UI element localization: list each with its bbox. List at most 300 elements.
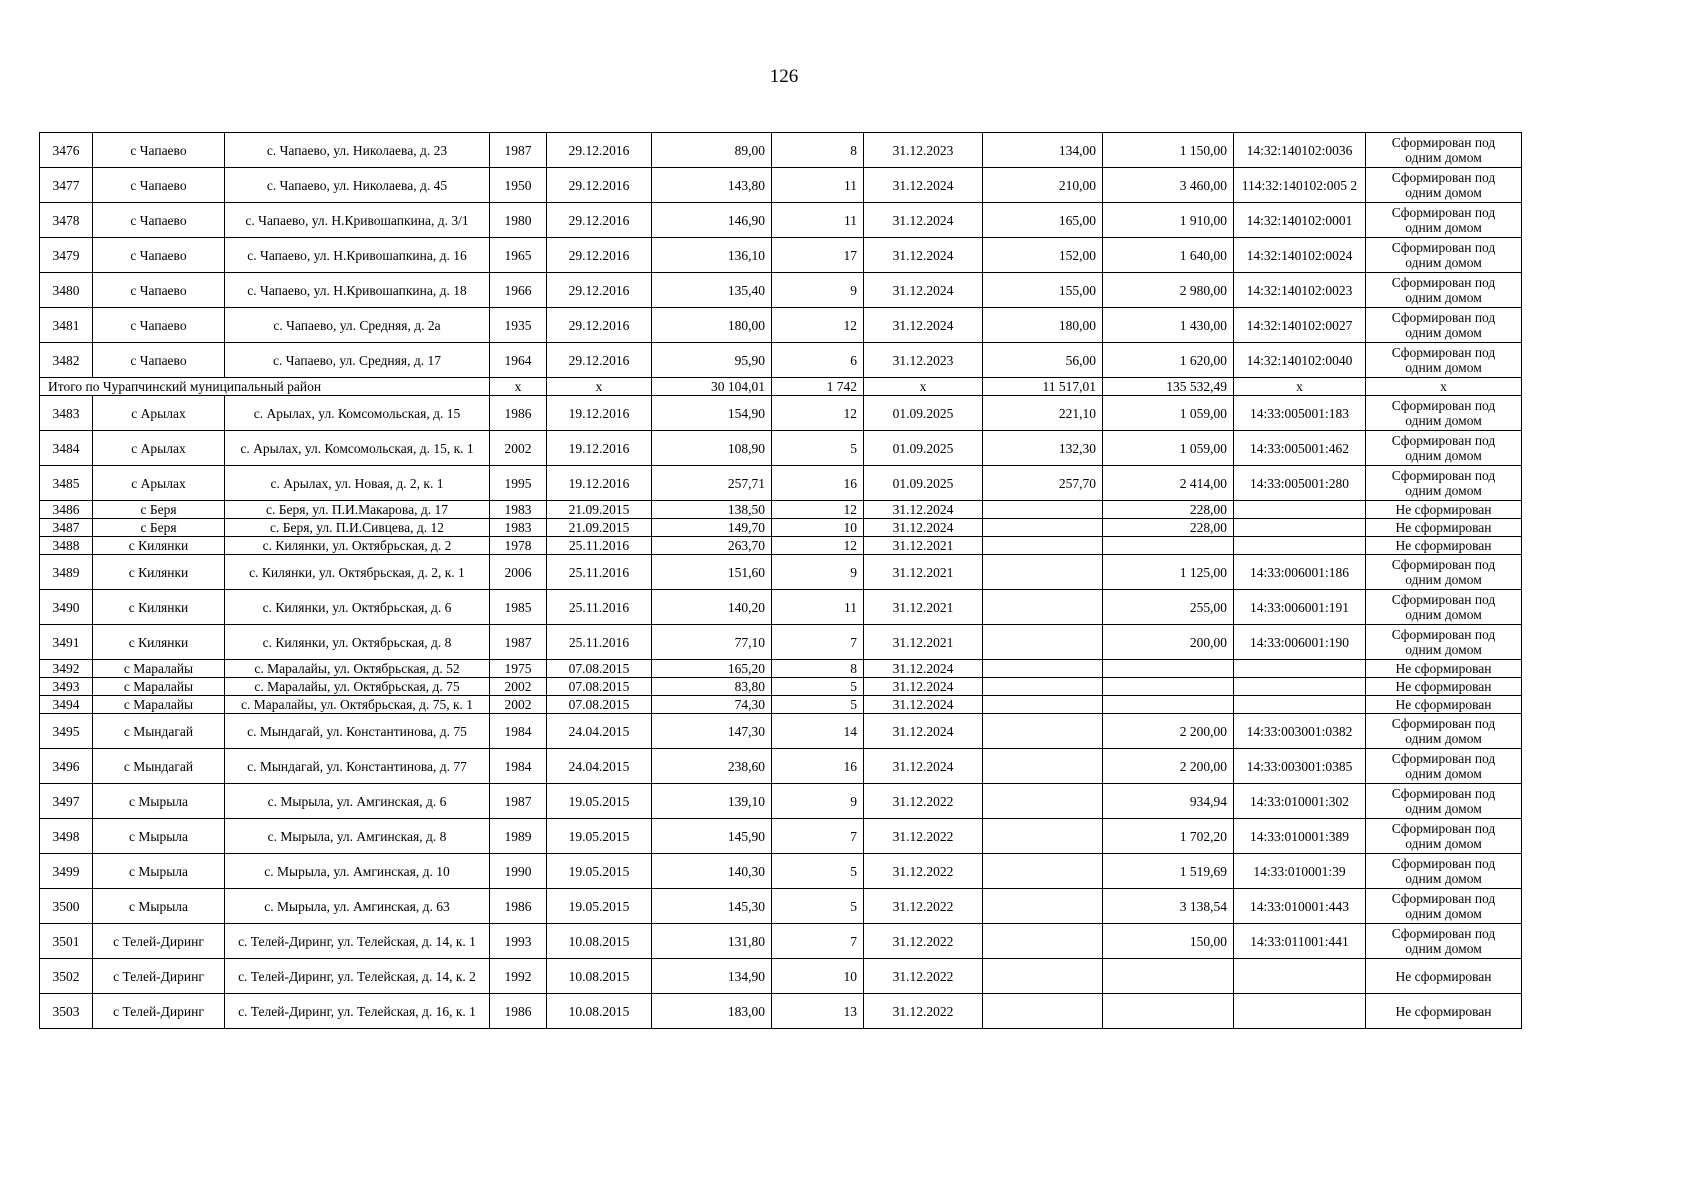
status: Сформирован под одним домом	[1366, 273, 1522, 308]
total-label: Итого по Чурапчинский муниципальный район	[40, 378, 490, 396]
table-row	[40, 431, 1522, 466]
recognition-date: 19.12.2016	[547, 466, 652, 501]
land-area	[983, 696, 1103, 714]
deadline: 31.12.2024	[864, 678, 983, 696]
address: с. Мырыла, ул. Амгинская, д. 8	[225, 819, 490, 854]
build-year: 2002	[490, 431, 547, 466]
address: с. Арылах, ул. Новая, д. 2, к. 1	[225, 466, 490, 501]
table-row	[40, 959, 1522, 994]
land-plot-area	[1103, 994, 1234, 1029]
recognition-date: 07.08.2015	[547, 696, 652, 714]
row-number: 3493	[40, 678, 93, 696]
land-plot-area: 1 059,00	[1103, 396, 1234, 431]
deadline: 31.12.2024	[864, 714, 983, 749]
recognition-date: 29.12.2016	[547, 273, 652, 308]
locality: с Чапаево	[93, 203, 225, 238]
status: Сформирован под одним домом	[1366, 819, 1522, 854]
row-number: 3486	[40, 501, 93, 519]
deadline: 31.12.2024	[864, 519, 983, 537]
build-year: 1965	[490, 238, 547, 273]
cadastral-number	[1234, 660, 1366, 678]
cadastral-number: 14:33:003001:0385	[1234, 749, 1366, 784]
land-plot-area: 255,00	[1103, 590, 1234, 625]
area: 135,40	[652, 273, 772, 308]
land-plot-area: 2 200,00	[1103, 749, 1234, 784]
locality: с Телей-Диринг	[93, 959, 225, 994]
table-row	[40, 396, 1522, 431]
land-area	[983, 854, 1103, 889]
row-number: 3502	[40, 959, 93, 994]
land-plot-area: 934,94	[1103, 784, 1234, 819]
locality: с Мырыла	[93, 889, 225, 924]
deadline: 31.12.2024	[864, 696, 983, 714]
deadline: 31.12.2024	[864, 273, 983, 308]
land-plot-area: 1 430,00	[1103, 308, 1234, 343]
table-row	[40, 343, 1522, 378]
locality: с Килянки	[93, 625, 225, 660]
cadastral-number	[1234, 537, 1366, 555]
status: Сформирован под одним домом	[1366, 396, 1522, 431]
area: 147,30	[652, 714, 772, 749]
status: Сформирован под одним домом	[1366, 889, 1522, 924]
land-area: 132,30	[983, 431, 1103, 466]
locality: с Килянки	[93, 590, 225, 625]
locality: с Килянки	[93, 537, 225, 555]
total-cadastral: x	[1234, 378, 1366, 396]
build-year: 2002	[490, 696, 547, 714]
status: Сформирован под одним домом	[1366, 133, 1522, 168]
table-row	[40, 273, 1522, 308]
status: Сформирован под одним домом	[1366, 749, 1522, 784]
locality: с Мырыла	[93, 819, 225, 854]
land-plot-area	[1103, 678, 1234, 696]
area: 151,60	[652, 555, 772, 590]
address: с. Чапаево, ул. Н.Кривошапкина, д. 3/1	[225, 203, 490, 238]
address: с. Телей-Диринг, ул. Телейская, д. 16, к. 1	[225, 994, 490, 1029]
address: с. Телей-Диринг, ул. Телейская, д. 14, к. 1	[225, 924, 490, 959]
deadline: 31.12.2022	[864, 854, 983, 889]
land-plot-area: 1 519,69	[1103, 854, 1234, 889]
locality: с Чапаево	[93, 133, 225, 168]
residents: 8	[772, 133, 864, 168]
residents: 5	[772, 678, 864, 696]
land-plot-area: 2 980,00	[1103, 273, 1234, 308]
land-area	[983, 537, 1103, 555]
total-f1: 11 517,01	[983, 378, 1103, 396]
table-row	[40, 519, 1522, 537]
recognition-date: 19.05.2015	[547, 784, 652, 819]
land-area	[983, 889, 1103, 924]
land-plot-area: 228,00	[1103, 519, 1234, 537]
land-area	[983, 714, 1103, 749]
address: с. Маралайы, ул. Октябрьская, д. 75	[225, 678, 490, 696]
status: Не сформирован	[1366, 501, 1522, 519]
address: с. Арылах, ул. Комсомольская, д. 15, к. 1	[225, 431, 490, 466]
address: с. Килянки, ул. Октябрьская, д. 2	[225, 537, 490, 555]
land-plot-area: 200,00	[1103, 625, 1234, 660]
address: с. Килянки, ул. Октябрьская, д. 8	[225, 625, 490, 660]
status: Сформирован под одним домом	[1366, 238, 1522, 273]
locality: с Беря	[93, 501, 225, 519]
deadline: 31.12.2024	[864, 203, 983, 238]
land-area	[983, 625, 1103, 660]
land-area	[983, 519, 1103, 537]
status: Не сформирован	[1366, 660, 1522, 678]
table-row	[40, 555, 1522, 590]
status: Сформирован под одним домом	[1366, 625, 1522, 660]
land-area: 180,00	[983, 308, 1103, 343]
land-area	[983, 749, 1103, 784]
residents: 12	[772, 537, 864, 555]
table-row	[40, 819, 1522, 854]
status: Сформирован под одним домом	[1366, 466, 1522, 501]
status: Не сформирован	[1366, 519, 1522, 537]
locality: с Чапаево	[93, 343, 225, 378]
table-row	[40, 678, 1522, 696]
deadline: 31.12.2022	[864, 924, 983, 959]
table-row	[40, 714, 1522, 749]
table-row	[40, 784, 1522, 819]
deadline: 31.12.2022	[864, 959, 983, 994]
build-year: 1987	[490, 784, 547, 819]
page-number: 126	[769, 66, 799, 87]
land-plot-area	[1103, 696, 1234, 714]
build-year: 1993	[490, 924, 547, 959]
build-year: 1983	[490, 519, 547, 537]
land-area: 152,00	[983, 238, 1103, 273]
table-row	[40, 203, 1522, 238]
cadastral-number	[1234, 678, 1366, 696]
residents: 16	[772, 749, 864, 784]
build-year: 1995	[490, 466, 547, 501]
land-area: 257,70	[983, 466, 1103, 501]
row-number: 3490	[40, 590, 93, 625]
area: 89,00	[652, 133, 772, 168]
deadline: 31.12.2021	[864, 625, 983, 660]
deadline: 31.12.2024	[864, 749, 983, 784]
total-deadline: x	[864, 378, 983, 396]
table-body	[40, 133, 1522, 1029]
row-number: 3489	[40, 555, 93, 590]
area: 154,90	[652, 396, 772, 431]
land-plot-area: 1 910,00	[1103, 203, 1234, 238]
address: с. Чапаево, ул. Средняя, д. 2а	[225, 308, 490, 343]
area: 145,30	[652, 889, 772, 924]
land-area: 165,00	[983, 203, 1103, 238]
recognition-date: 29.12.2016	[547, 203, 652, 238]
cadastral-number: 14:33:010001:389	[1234, 819, 1366, 854]
row-number: 3496	[40, 749, 93, 784]
row-number: 3494	[40, 696, 93, 714]
recognition-date: 21.09.2015	[547, 501, 652, 519]
land-area	[983, 959, 1103, 994]
table-row	[40, 625, 1522, 660]
residents: 8	[772, 660, 864, 678]
status: Сформирован под одним домом	[1366, 924, 1522, 959]
row-number: 3476	[40, 133, 93, 168]
cadastral-number: 14:33:005001:183	[1234, 396, 1366, 431]
land-area: 134,00	[983, 133, 1103, 168]
residents: 7	[772, 625, 864, 660]
table-row	[40, 924, 1522, 959]
row-number: 3487	[40, 519, 93, 537]
area: 140,20	[652, 590, 772, 625]
address: с. Беря, ул. П.И.Макарова, д. 17	[225, 501, 490, 519]
row-number: 3498	[40, 819, 93, 854]
residents: 12	[772, 501, 864, 519]
residents: 10	[772, 519, 864, 537]
address: с. Маралайы, ул. Октябрьская, д. 52	[225, 660, 490, 678]
land-plot-area: 2 200,00	[1103, 714, 1234, 749]
build-year: 1950	[490, 168, 547, 203]
residents: 5	[772, 696, 864, 714]
deadline: 31.12.2024	[864, 168, 983, 203]
locality: с Арылах	[93, 431, 225, 466]
locality: с Арылах	[93, 396, 225, 431]
cadastral-number: 14:33:006001:186	[1234, 555, 1366, 590]
cadastral-number: 14:32:140102:0027	[1234, 308, 1366, 343]
residents: 17	[772, 238, 864, 273]
recognition-date: 19.05.2015	[547, 854, 652, 889]
cadastral-number: 114:32:140102:005 2	[1234, 168, 1366, 203]
area: 131,80	[652, 924, 772, 959]
build-year: 2006	[490, 555, 547, 590]
land-area: 155,00	[983, 273, 1103, 308]
address: с. Килянки, ул. Октябрьская, д. 6	[225, 590, 490, 625]
address: с. Маралайы, ул. Октябрьская, д. 75, к. 1	[225, 696, 490, 714]
area: 136,10	[652, 238, 772, 273]
address: с. Чапаево, ул. Н.Кривошапкина, д. 16	[225, 238, 490, 273]
recognition-date: 25.11.2016	[547, 537, 652, 555]
recognition-date: 25.11.2016	[547, 625, 652, 660]
address: с. Мырыла, ул. Амгинская, д. 6	[225, 784, 490, 819]
cadastral-number: 14:32:140102:0036	[1234, 133, 1366, 168]
row-number: 3491	[40, 625, 93, 660]
build-year: 1975	[490, 660, 547, 678]
row-number: 3483	[40, 396, 93, 431]
row-number: 3497	[40, 784, 93, 819]
status: Сформирован под одним домом	[1366, 431, 1522, 466]
land-area	[983, 819, 1103, 854]
status: Сформирован под одним домом	[1366, 854, 1522, 889]
build-year: 1964	[490, 343, 547, 378]
address: с. Арылах, ул. Комсомольская, д. 15	[225, 396, 490, 431]
land-plot-area: 2 414,00	[1103, 466, 1234, 501]
locality: с Чапаево	[93, 308, 225, 343]
deadline: 01.09.2025	[864, 466, 983, 501]
cadastral-number: 14:33:010001:302	[1234, 784, 1366, 819]
build-year: 1983	[490, 501, 547, 519]
table-row	[40, 168, 1522, 203]
residents: 16	[772, 466, 864, 501]
status: Сформирован под одним домом	[1366, 590, 1522, 625]
area: 257,71	[652, 466, 772, 501]
land-area	[983, 784, 1103, 819]
land-plot-area: 228,00	[1103, 501, 1234, 519]
status: Сформирован под одним домом	[1366, 784, 1522, 819]
residents: 5	[772, 431, 864, 466]
area: 149,70	[652, 519, 772, 537]
recognition-date: 07.08.2015	[547, 678, 652, 696]
recognition-date: 25.11.2016	[547, 590, 652, 625]
cadastral-number: 14:33:010001:39	[1234, 854, 1366, 889]
table-row	[40, 660, 1522, 678]
build-year: 1986	[490, 889, 547, 924]
status: Сформирован под одним домом	[1366, 308, 1522, 343]
cadastral-number: 14:32:140102:0040	[1234, 343, 1366, 378]
residents: 12	[772, 396, 864, 431]
row-number: 3479	[40, 238, 93, 273]
area: 180,00	[652, 308, 772, 343]
residents: 9	[772, 784, 864, 819]
land-plot-area	[1103, 959, 1234, 994]
land-area	[983, 501, 1103, 519]
address: с. Мырыла, ул. Амгинская, д. 10	[225, 854, 490, 889]
table-row	[40, 537, 1522, 555]
cadastral-number: 14:33:006001:191	[1234, 590, 1366, 625]
deadline: 31.12.2023	[864, 343, 983, 378]
locality: с Маралайы	[93, 660, 225, 678]
recognition-date: 10.08.2015	[547, 994, 652, 1029]
locality: с Маралайы	[93, 696, 225, 714]
residents: 6	[772, 343, 864, 378]
land-plot-area: 1 620,00	[1103, 343, 1234, 378]
row-number: 3477	[40, 168, 93, 203]
land-plot-area	[1103, 660, 1234, 678]
cadastral-number: 14:32:140102:0001	[1234, 203, 1366, 238]
build-year: 1935	[490, 308, 547, 343]
recognition-date: 29.12.2016	[547, 238, 652, 273]
table-row	[40, 238, 1522, 273]
area: 140,30	[652, 854, 772, 889]
area: 238,60	[652, 749, 772, 784]
build-year: 1986	[490, 994, 547, 1029]
recognition-date: 10.08.2015	[547, 959, 652, 994]
status: Не сформирован	[1366, 696, 1522, 714]
deadline: 31.12.2021	[864, 555, 983, 590]
area: 108,90	[652, 431, 772, 466]
table-row	[40, 466, 1522, 501]
build-year: 1966	[490, 273, 547, 308]
total-date: x	[547, 378, 652, 396]
land-plot-area: 150,00	[1103, 924, 1234, 959]
land-area	[983, 660, 1103, 678]
residents: 13	[772, 994, 864, 1029]
cadastral-number: 14:33:003001:0382	[1234, 714, 1366, 749]
address: с. Чапаево, ул. Средняя, д. 17	[225, 343, 490, 378]
land-plot-area: 3 460,00	[1103, 168, 1234, 203]
recognition-date: 07.08.2015	[547, 660, 652, 678]
table-row	[40, 889, 1522, 924]
locality: с Чапаево	[93, 168, 225, 203]
area: 83,80	[652, 678, 772, 696]
deadline: 31.12.2024	[864, 660, 983, 678]
land-plot-area	[1103, 537, 1234, 555]
locality: с Мырыла	[93, 784, 225, 819]
deadline: 31.12.2021	[864, 537, 983, 555]
row-number: 3500	[40, 889, 93, 924]
table-row	[40, 590, 1522, 625]
land-plot-area: 1 059,00	[1103, 431, 1234, 466]
cadastral-number: 14:33:010001:443	[1234, 889, 1366, 924]
land-area	[983, 590, 1103, 625]
residents: 9	[772, 273, 864, 308]
locality: с Килянки	[93, 555, 225, 590]
recognition-date: 19.05.2015	[547, 819, 652, 854]
land-plot-area: 1 640,00	[1103, 238, 1234, 273]
area: 138,50	[652, 501, 772, 519]
area: 165,20	[652, 660, 772, 678]
residents: 12	[772, 308, 864, 343]
build-year: 1987	[490, 625, 547, 660]
deadline: 31.12.2022	[864, 889, 983, 924]
housing-table	[39, 132, 1522, 1029]
build-year: 1989	[490, 819, 547, 854]
cadastral-number	[1234, 959, 1366, 994]
table-row	[40, 696, 1522, 714]
residents: 14	[772, 714, 864, 749]
locality: с Телей-Диринг	[93, 924, 225, 959]
address: с. Мындагай, ул. Константинова, д. 75	[225, 714, 490, 749]
status: Сформирован под одним домом	[1366, 555, 1522, 590]
cadastral-number	[1234, 501, 1366, 519]
recognition-date: 24.04.2015	[547, 714, 652, 749]
deadline: 31.12.2024	[864, 501, 983, 519]
residents: 7	[772, 819, 864, 854]
recognition-date: 29.12.2016	[547, 343, 652, 378]
deadline: 01.09.2025	[864, 431, 983, 466]
table-row	[40, 749, 1522, 784]
recognition-date: 24.04.2015	[547, 749, 652, 784]
area: 263,70	[652, 537, 772, 555]
row-number: 3478	[40, 203, 93, 238]
row-number: 3495	[40, 714, 93, 749]
build-year: 1985	[490, 590, 547, 625]
total-row	[40, 378, 1522, 396]
deadline: 31.12.2022	[864, 784, 983, 819]
deadline: 31.12.2021	[864, 590, 983, 625]
row-number: 3503	[40, 994, 93, 1029]
deadline: 31.12.2022	[864, 994, 983, 1029]
residents: 11	[772, 590, 864, 625]
total-status: x	[1366, 378, 1522, 396]
land-plot-area: 3 138,54	[1103, 889, 1234, 924]
recognition-date: 29.12.2016	[547, 133, 652, 168]
land-area	[983, 555, 1103, 590]
row-number: 3480	[40, 273, 93, 308]
status: Не сформирован	[1366, 959, 1522, 994]
address: с. Телей-Диринг, ул. Телейская, д. 14, к. 2	[225, 959, 490, 994]
residents: 11	[772, 168, 864, 203]
total-year: x	[490, 378, 547, 396]
recognition-date: 19.12.2016	[547, 396, 652, 431]
recognition-date: 19.12.2016	[547, 431, 652, 466]
address: с. Чапаево, ул. Николаева, д. 45	[225, 168, 490, 203]
area: 143,80	[652, 168, 772, 203]
locality: с Маралайы	[93, 678, 225, 696]
build-year: 2002	[490, 678, 547, 696]
status: Сформирован под одним домом	[1366, 168, 1522, 203]
recognition-date: 19.05.2015	[547, 889, 652, 924]
recognition-date: 25.11.2016	[547, 555, 652, 590]
locality: с Мындагай	[93, 714, 225, 749]
locality: с Чапаево	[93, 238, 225, 273]
address: с. Чапаево, ул. Н.Кривошапкина, д. 18	[225, 273, 490, 308]
cadastral-number: 14:33:011001:441	[1234, 924, 1366, 959]
status: Не сформирован	[1366, 678, 1522, 696]
row-number: 3484	[40, 431, 93, 466]
row-number: 3492	[40, 660, 93, 678]
